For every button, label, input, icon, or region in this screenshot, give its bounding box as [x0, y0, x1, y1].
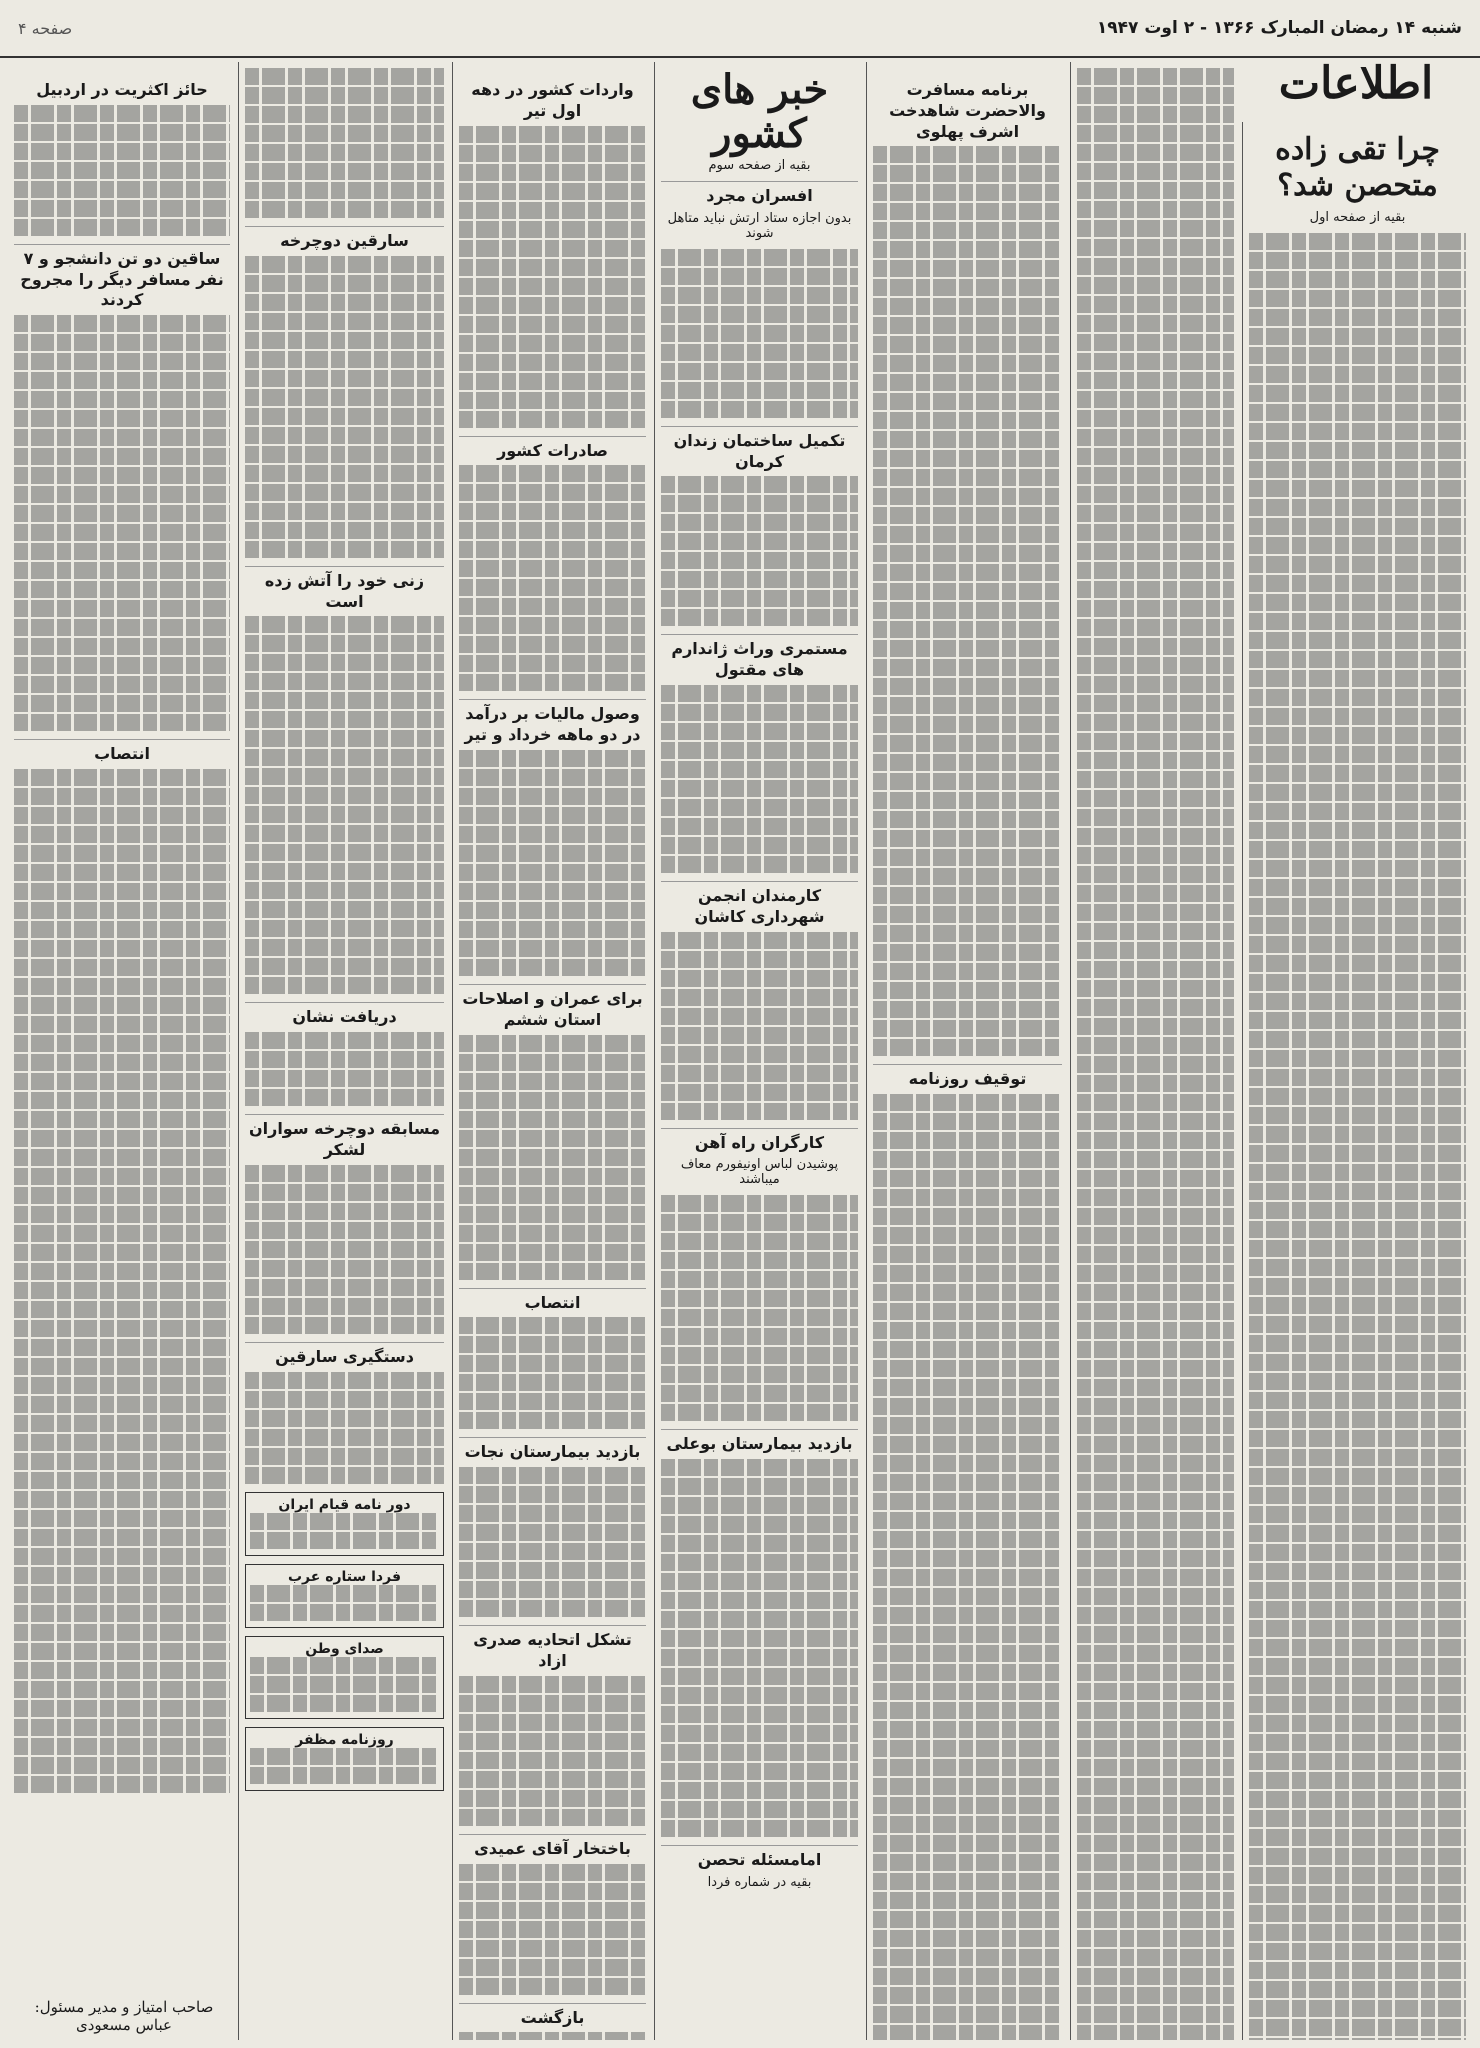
- issue-date: شنبه ۱۴ رمضان المبارک ۱۳۶۶ - ۲ اوت ۱۹۴۷: [1096, 18, 1462, 38]
- article-title: مسابقه دوچرخه سواران لشکر: [245, 1114, 444, 1161]
- article-body: [459, 1035, 646, 1280]
- article-body: [459, 1317, 646, 1429]
- publisher-signature: صاحب امتیاز و مدیر مسئول: عباس مسعودی: [34, 1998, 214, 2034]
- ad-body: [250, 1513, 439, 1549]
- article-title: باختخار آقای عمیدی: [459, 1834, 646, 1860]
- section-title: خبر های کشور: [690, 66, 829, 157]
- article-title: تشکل اتحادیه صدری ازاد: [459, 1625, 646, 1672]
- article-body: [1249, 233, 1466, 2040]
- article-body: [873, 1094, 1062, 2040]
- article-body: [459, 2032, 646, 2040]
- article-title: برنامه مسافرت والاحضرت شاهدخت اشرف پهلوی: [889, 80, 1046, 141]
- article-title: امامسئله تحصن: [661, 1845, 858, 1871]
- article-title: صادرات کشور: [459, 436, 646, 462]
- article-body: [1077, 68, 1234, 2040]
- article-body: [245, 616, 444, 994]
- article-title: مستمری وراث ژاندارم های مقتول: [661, 634, 858, 681]
- column-4: [654, 62, 864, 2040]
- column-6: [238, 62, 450, 2040]
- page-number: صفحه ۴: [18, 18, 73, 38]
- article-title: انتصاب: [459, 1288, 646, 1314]
- ad-body: [250, 1657, 439, 1712]
- article-body: [661, 932, 858, 1120]
- article-title: ساقین دو تن دانشجو و ۷ نفر مسافر دیگر را مجروح کردند: [14, 244, 230, 311]
- article-title: کارگران راه آهن: [661, 1128, 858, 1154]
- article-title: بازدید بیمارستان نجات: [459, 1437, 646, 1463]
- article-body: [661, 1195, 858, 1421]
- article-title: دستگیری سارقین: [245, 1342, 444, 1368]
- article-title: کارمندان انجمن شهرداری کاشان: [661, 881, 858, 928]
- article-body: [459, 126, 646, 428]
- article-title: وصول مالیات بر درآمد در دو ماهه خرداد و تیر: [459, 699, 646, 746]
- article-title: بازگشت: [459, 2003, 646, 2029]
- article-title: چرا تقی زاده متحصن شد؟: [1275, 132, 1440, 203]
- ad-box: [245, 1492, 444, 1556]
- article-title: واردات کشور در دهه اول تیر: [471, 80, 634, 120]
- article-title: برای عمران و اصلاحات استان ششم: [459, 984, 646, 1031]
- article-title: حائز اکثریت در اردبیل: [36, 80, 208, 99]
- article-title: زنی خود را آتش زده است: [245, 566, 444, 613]
- article-body: [459, 1676, 646, 1826]
- article-title: دریافت نشان: [245, 1002, 444, 1028]
- article-body: [661, 476, 858, 626]
- article-body: [661, 1459, 858, 1837]
- column-3: [866, 62, 1068, 2040]
- ad-box: [245, 1727, 444, 1791]
- ad-body: [250, 1748, 439, 1784]
- article-subtitle: پوشیدن لباس اونیفورم معاف میباشند: [680, 1157, 839, 1188]
- column-5: [452, 62, 652, 2040]
- article-body: [459, 750, 646, 976]
- section-subtitle: بقیه از صفحه سوم: [708, 158, 811, 173]
- article-body: [245, 256, 444, 558]
- article-body: [459, 1467, 646, 1617]
- article-subtitle: بدون اجازه ستاد ارتش نباید متاهل شوند: [667, 210, 852, 241]
- ad-body: [250, 1585, 439, 1621]
- article-body: [661, 685, 858, 873]
- article-body: [245, 1165, 444, 1334]
- article-title: افسران مجرد: [661, 181, 858, 207]
- article-body: [873, 146, 1062, 1056]
- column-2: [1070, 62, 1240, 2040]
- article-title: بازدید بیمارستان بوعلی: [661, 1429, 858, 1455]
- article-body: [14, 315, 230, 731]
- article-title: تکمیل ساختمان زندان کرمان: [661, 426, 858, 473]
- article-title: سارقین دوچرخه: [245, 226, 444, 252]
- article-subtitle: بقیه از صفحه اول: [1309, 210, 1406, 225]
- article-body: [459, 465, 646, 691]
- column-1: [1242, 122, 1472, 2040]
- article-title: توقیف روزنامه: [873, 1064, 1062, 1090]
- article-body: [245, 68, 444, 218]
- ad-title: دور نامه قیام ایران: [278, 1496, 411, 1513]
- ad-title: صدای وطن: [305, 1640, 384, 1657]
- ad-box: [245, 1636, 444, 1719]
- page-header: [0, 0, 1480, 58]
- article-body: [14, 105, 230, 236]
- article-body: [661, 249, 858, 418]
- article-body: [459, 1864, 646, 1995]
- masthead-logo: اطلاعات: [1278, 58, 1434, 109]
- column-7: [8, 62, 236, 2040]
- article-body: [14, 769, 230, 1793]
- columns: [8, 62, 1472, 2040]
- article-body: [245, 1032, 444, 1106]
- ad-box: [245, 1564, 444, 1628]
- article-body: [245, 1372, 444, 1484]
- article-title: انتصاب: [14, 739, 230, 765]
- ad-title: روزنامه مظفر: [295, 1731, 394, 1748]
- ad-title: فردا ستاره عرب: [287, 1568, 401, 1585]
- article-subtitle: بقیه در شماره فردا: [707, 1874, 812, 1890]
